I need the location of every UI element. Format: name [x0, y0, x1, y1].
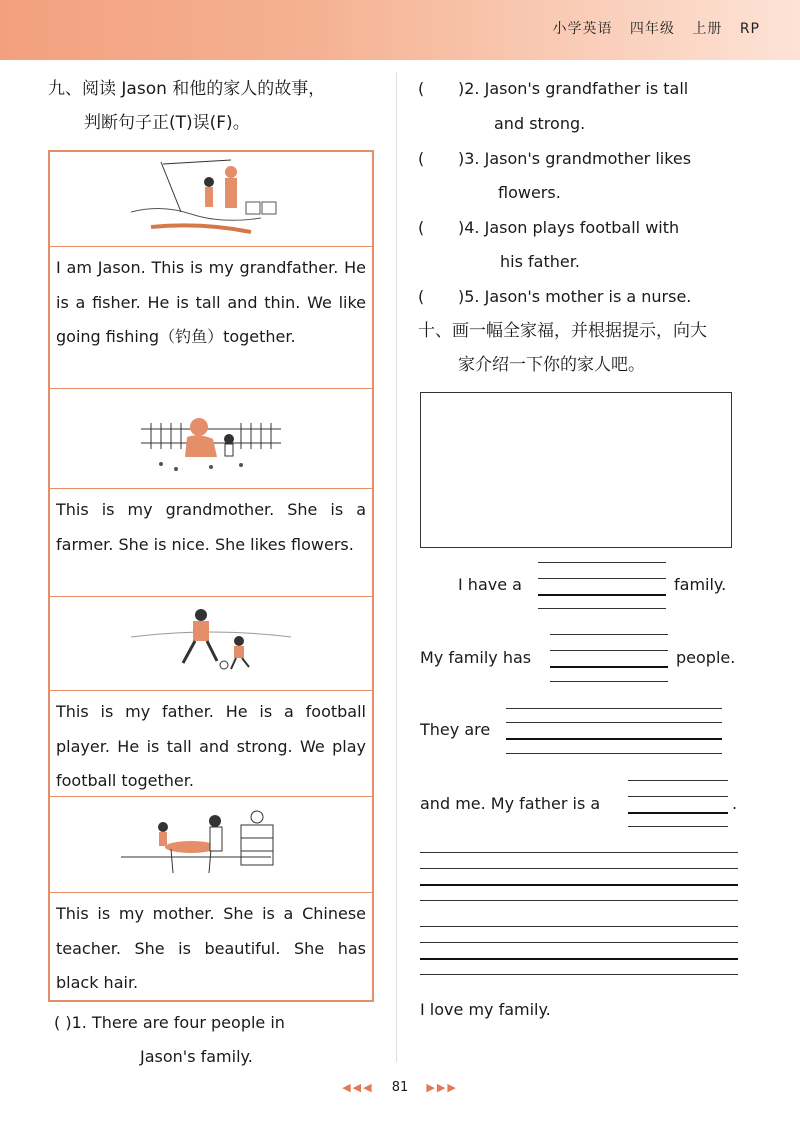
sentence3-prefix: They are	[420, 720, 491, 739]
writing-line	[538, 562, 666, 563]
question-1: ( )1. There are four people in	[54, 1013, 285, 1032]
volume: 上册	[692, 21, 723, 37]
question-5: ( )5. Jason's mother is a nurse.	[418, 287, 692, 306]
family-drawing-box[interactable]	[420, 392, 732, 548]
home-illustration	[50, 796, 372, 892]
page-number: 81	[391, 1080, 409, 1095]
free-writing-line-2[interactable]	[420, 958, 738, 960]
answer-blank-1[interactable]	[538, 594, 666, 596]
writing-line	[628, 796, 728, 797]
writing-line	[628, 780, 728, 781]
story-panel	[48, 150, 374, 1002]
next-arrows-icon: ▶▶▶	[426, 1081, 458, 1094]
writing-line	[420, 942, 738, 943]
page-footer	[0, 1080, 800, 1095]
story-text-grandmother: This is my grandmother. She is a farmer. She is nice. She likes flowers.	[50, 488, 372, 596]
question-3: ( )3. Jason's grandmother likes	[418, 149, 692, 168]
grade: 四年级	[629, 21, 675, 37]
question-1-cont: Jason's family.	[140, 1047, 253, 1066]
edition: RP	[739, 21, 760, 37]
writing-line	[550, 634, 668, 635]
story-text-grandfather: I am Jason. This is my grandfather. He is a fisher. He is tall and thin. We like going fishing（钓鱼）together.	[50, 246, 372, 388]
section10-title-line2: 家介绍一下你的家人吧。	[458, 355, 645, 375]
closing-sentence: I love my family.	[420, 1000, 551, 1019]
writing-line	[420, 974, 738, 975]
question-3-cont: flowers.	[498, 183, 561, 202]
answer-blank-2[interactable]	[550, 666, 668, 668]
section9-title-line1: 九、阅读 Jason 和他的家人的故事，	[48, 79, 326, 99]
story-text-mother: This is my mother. She is a Chinese teacher. She is beautiful. She has black hair.	[50, 892, 372, 1000]
question-4: ( )4. Jason plays football with	[418, 218, 680, 237]
story-text-father: This is my father. He is a football player. He is tall and strong. We play football together.	[50, 690, 372, 796]
book-info	[540, 18, 760, 38]
section10-title-line1: 十、画一幅全家福，并根据提示，向大	[418, 321, 707, 341]
answer-blank-4[interactable]	[628, 812, 728, 814]
writing-line	[538, 578, 666, 579]
writing-line	[506, 753, 722, 754]
subject: 小学英语	[552, 21, 613, 37]
sentence4-suffix: .	[732, 794, 738, 813]
sentence1-prefix: I have a	[458, 575, 522, 594]
question-4-cont: his father.	[500, 252, 580, 271]
writing-line	[506, 722, 722, 723]
writing-line	[420, 926, 738, 927]
writing-line	[628, 826, 728, 827]
answer-blank-3[interactable]	[506, 738, 722, 740]
writing-line	[550, 681, 668, 682]
sentence2-suffix: people.	[676, 648, 736, 667]
free-writing-line-1[interactable]	[420, 884, 738, 886]
writing-line	[420, 868, 738, 869]
sentence4-prefix: and me. My father is a	[420, 794, 601, 813]
header-banner	[0, 0, 800, 60]
writing-line	[550, 650, 668, 651]
writing-line	[420, 900, 738, 901]
football-illustration	[50, 596, 372, 690]
writing-line	[420, 852, 738, 853]
question-2-cont: and strong.	[494, 114, 586, 133]
question-2: ( )2. Jason's grandfather is tall	[418, 79, 689, 98]
section9-title-line2: 判断句子正(T)误(F)。	[84, 113, 250, 133]
writing-line	[538, 608, 666, 609]
writing-line	[506, 708, 722, 709]
fishing-illustration	[50, 152, 372, 246]
sentence2-prefix: My family has	[420, 648, 532, 667]
farming-illustration	[50, 388, 372, 488]
sentence1-suffix: family.	[674, 575, 727, 594]
column-divider	[396, 72, 397, 1062]
prev-arrows-icon: ◀◀◀	[342, 1081, 374, 1094]
